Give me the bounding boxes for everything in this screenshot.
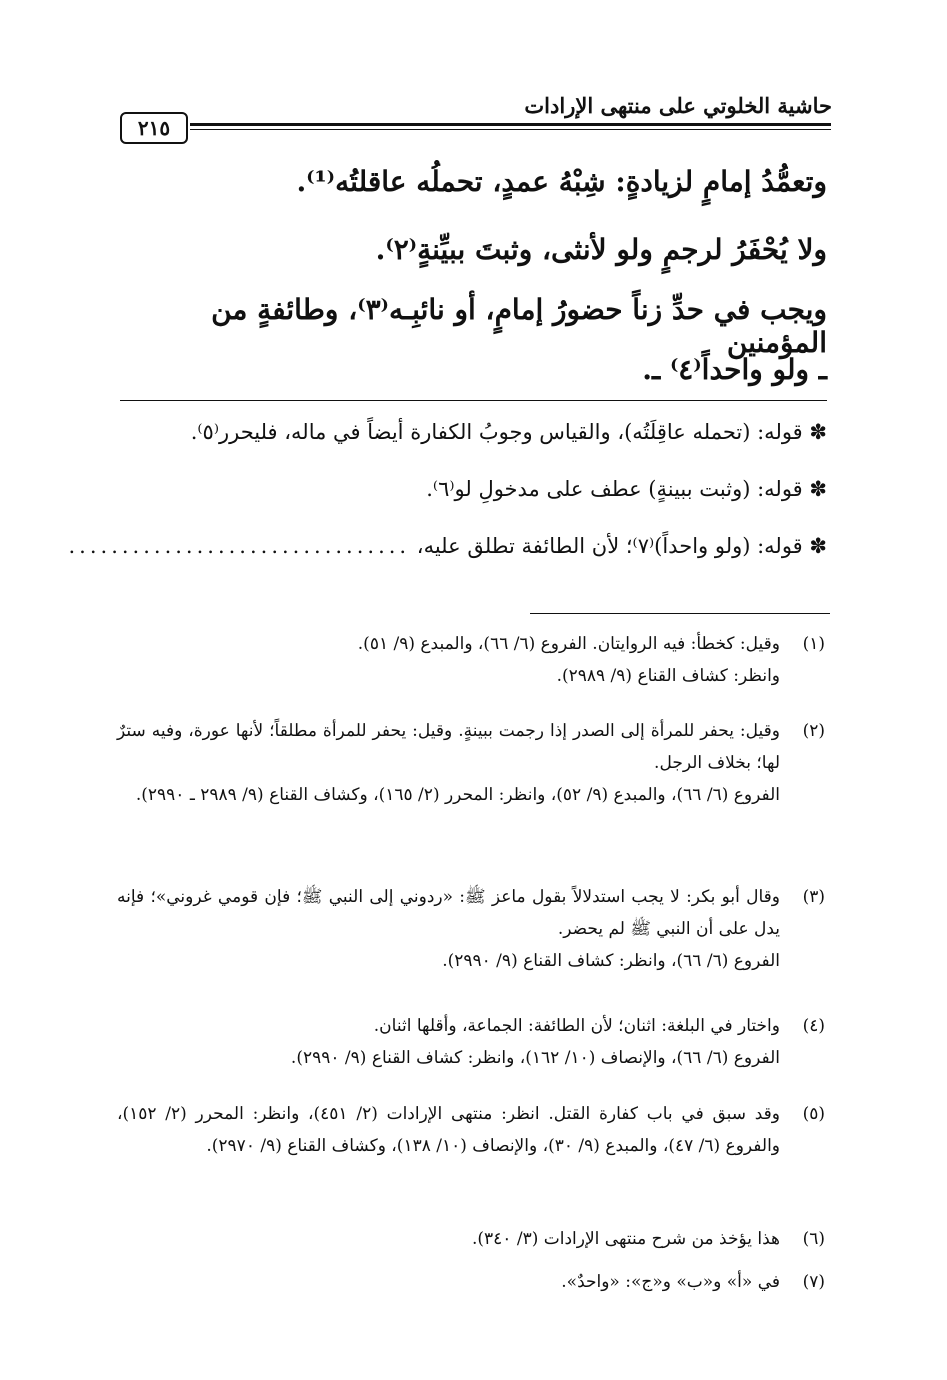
footnote-line: واختار في البلغة: اثنان؛ لأن الطائفة: الجماعة، وأقلها اثنان. xyxy=(373,1016,780,1036)
footnote-number: (٧) xyxy=(802,1272,825,1292)
footnote-2 xyxy=(117,715,825,811)
footnote-7 xyxy=(117,1266,825,1298)
footnote-number: (١) xyxy=(802,634,825,654)
footnote-1 xyxy=(117,628,825,692)
footnote-line: الفروع (٦/ ٦٦)، وانظر: كشاف القناع (٩/ ٢٩٩٠). xyxy=(442,951,780,971)
main-text-line-4: ـ ولو واحداً⁽٤⁾ ـ. xyxy=(642,353,827,386)
main-text-line-2: ولا يُحْفَرُ لرجمٍ ولو لأنثى، وثبتَ ببيِّنةٍ⁽٢⁾. xyxy=(375,233,827,266)
footnote-number: (٣) xyxy=(802,887,825,907)
page-number-badge: ٢١٥ xyxy=(120,112,188,144)
footnote-line: وانظر: كشاف القناع (٩/ ٢٩٨٩). xyxy=(556,666,780,686)
footnote-6 xyxy=(117,1223,825,1255)
header-rule-thin xyxy=(190,129,831,130)
section-separator xyxy=(120,400,827,401)
header-rule-thick xyxy=(190,123,831,126)
footnote-number: (٦) xyxy=(802,1229,825,1249)
main-text-line-3: ويجب في حدِّ زناً حضورُ إمامٍ، أو نائبِـه⁽٣⁾، وطائفةٍ من المؤمنين xyxy=(211,293,827,359)
footnote-5 xyxy=(117,1098,825,1162)
footnote-number: (٥) xyxy=(802,1104,825,1124)
footnote-line: الفروع (٦/ ٦٦)، والمبدع (٩/ ٥٢)، وانظر: المحرر (٢/ ١٦٥)، وكشاف القناع (٩/ ٢٩٨٩ ـ ٢٩٩٠). xyxy=(135,785,780,805)
footnote-line: في «أ» و«ب» و«ج»: «واحدٌ». xyxy=(561,1272,780,1292)
footnote-line: وقد سبق في باب كفارة القتل. انظر: منتهى الإرادات (٢/ ٤٥١)، وانظر: المحرر (٢/ ١٥٢)، والفروع (٦/ ٤٧)، والمبدع (٩/ ٣٠)، والإنصاف (١٠/ ١٣٨)، وكشاف القناع (٩/ ٢٩٧٠). xyxy=(117,1104,781,1156)
commentary-item-3-text: ✽ قوله: (ولو واحداً)⁽٧⁾؛ لأن الطائفة تطلق عليه، xyxy=(416,534,827,558)
footnote-line: وقيل: كخطأ: فيه الروايتان. الفروع (٦/ ٦٦)، والمبدع (٩/ ٥١). xyxy=(357,634,780,654)
commentary-item-3 xyxy=(68,534,827,558)
footnote-line: وقال أبو بكر: لا يجب استدلالاً بقول ماعز ﷺ: «ردوني إلى النبي ﷺ؛ فإن قومي غروني»؛ فإنه يدل على أن النبي ﷺ لم يحضر. xyxy=(117,887,780,939)
main-text-line-1: وتعمُّدُ إمامٍ لزيادةٍ: شِبْهُ عمدٍ، تحملُه عاقلتُه⁽¹⁾. xyxy=(296,165,827,198)
footnote-rule xyxy=(530,613,830,614)
footnote-line: وقيل: يحفر للمرأة إلى الصدر إذا رجمت ببينةٍ. وقيل: يحفر للمرأة مطلقاً؛ لأنها عورة، وفيه سترٌ لها؛ بخلاف الرجل. xyxy=(117,721,780,773)
commentary-item-1: ✽ قوله: (تحمله عاقِلَتُه)، والقياس وجوبُ الكفارة أيضاً في ماله، فليحرر⁽٥⁾. xyxy=(190,420,827,444)
footnote-number: (٢) xyxy=(802,721,825,741)
commentary-item-2: ✽ قوله: (وثبت ببينةٍ) عطف على مدخولِ لو⁽٦⁾. xyxy=(426,477,827,501)
footnote-line: الفروع (٦/ ٦٦)، والإنصاف (١٠/ ١٦٢)، وانظر: كشاف القناع (٩/ ٢٩٩٠). xyxy=(290,1048,780,1068)
footnote-number: (٤) xyxy=(802,1016,825,1036)
leader-dots: ................................ xyxy=(68,534,411,558)
running-header-title: حاشية الخلوتي على منتهى الإرادات xyxy=(524,93,832,118)
footnote-line: هذا يؤخذ من شرح منتهى الإرادات (٣/ ٣٤٠). xyxy=(471,1229,780,1249)
footnote-3 xyxy=(117,881,825,977)
footnote-4 xyxy=(117,1010,825,1074)
